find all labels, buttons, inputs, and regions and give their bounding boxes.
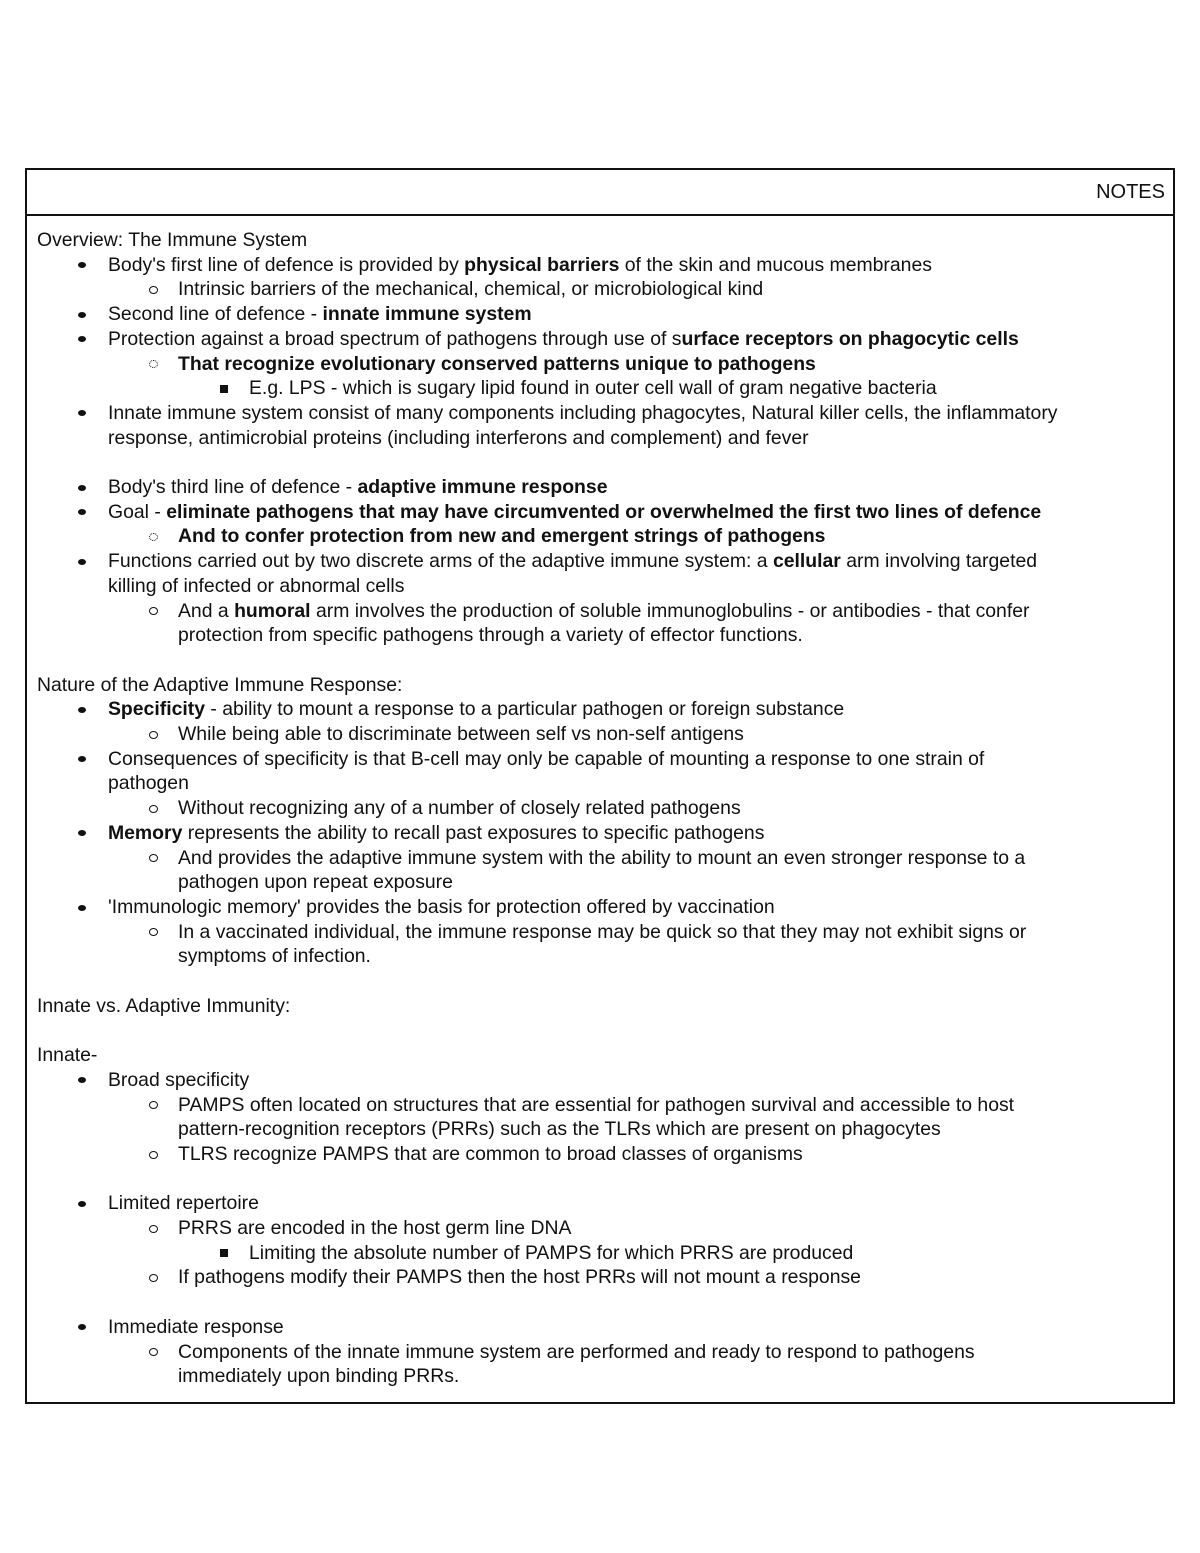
notes-content <box>27 216 1173 1389</box>
note-line <box>37 796 1173 821</box>
note-text: Body's first line of defence is provided by <box>108 253 465 276</box>
note-text: Goal - <box>108 500 167 523</box>
note-text: Innate- <box>37 1044 98 1067</box>
note-text: Without recognizing any of a number of closely related pathogens <box>178 797 741 820</box>
note-text: - ability to mount a response to a particular pathogen or foreign substance <box>205 698 845 721</box>
note-text: If pathogens modify their PAMPS then the host PRRs will not mount a response <box>178 1266 861 1289</box>
blank-line <box>37 450 1173 475</box>
bold-term: innate immune system <box>322 303 532 326</box>
bold-term: That recognize evolutionary conserved patterns unique to pathogens <box>178 352 816 375</box>
note-line <box>37 599 1173 624</box>
note-line <box>37 352 1173 377</box>
bullet-dot-icon <box>75 475 89 500</box>
bullet-dotted-ring-icon <box>146 352 160 377</box>
note-text: And a <box>178 599 235 622</box>
note-text: Protection against a broad spectrum of pathogens through use of s <box>108 327 682 350</box>
note-text: E.g. LPS - which is sugary lipid found in outer cell wall of gram negative bacteria <box>249 377 937 400</box>
note-line <box>37 1142 1173 1167</box>
bold-term: adaptive immune response <box>357 476 608 499</box>
bold-term: Specificity <box>108 698 205 721</box>
note-line <box>37 426 1173 451</box>
note-text: Components of the innate immune system are performed and ready to respond to pathogens <box>178 1340 975 1363</box>
note-text: arm involves the production of soluble immunoglobulins - or antibodies - that confer <box>310 599 1030 622</box>
note-text: PAMPS often located on structures that are essential for pathogen survival and accessible to host <box>178 1093 1015 1116</box>
note-line <box>37 376 1173 401</box>
bullet-dot-icon <box>75 401 89 426</box>
note-text: Broad specificity <box>108 1068 250 1091</box>
blank-line <box>37 1018 1173 1043</box>
bullet-ring-icon <box>146 920 160 945</box>
bullet-ring-icon <box>146 796 160 821</box>
note-line <box>37 1340 1173 1365</box>
blank-line <box>37 969 1173 994</box>
note-line <box>37 697 1173 722</box>
blank-line <box>37 1290 1173 1315</box>
notes-label: NOTES <box>1096 180 1165 203</box>
note-line <box>37 1117 1173 1142</box>
note-line <box>37 549 1173 574</box>
bullet-ring-icon <box>146 1265 160 1290</box>
note-line <box>37 747 1173 772</box>
note-line <box>37 302 1173 327</box>
note-text: pathogen <box>108 772 189 795</box>
note-line <box>37 277 1173 302</box>
bold-term: Memory <box>108 821 183 844</box>
bullet-square-icon <box>217 376 231 401</box>
notes-box <box>25 168 1175 1404</box>
note-line <box>37 870 1173 895</box>
note-text: protection from specific pathogens through a variety of effector functions. <box>178 624 803 647</box>
note-text: immediately upon binding PRRs. <box>178 1365 460 1388</box>
bullet-dot-icon <box>75 253 89 278</box>
bullet-dot-icon <box>75 1315 89 1340</box>
note-line <box>37 500 1173 525</box>
note-line <box>37 1315 1173 1340</box>
note-text: of the skin and mucous membranes <box>619 253 932 276</box>
note-text: Intrinsic barriers of the mechanical, chemical, or microbiological kind <box>178 278 764 301</box>
note-text: symptoms of infection. <box>178 945 371 968</box>
note-text: Limited repertoire <box>108 1192 259 1215</box>
bold-term: And to confer protection from new and emergent strings of pathogens <box>178 525 826 548</box>
note-text: Nature of the Adaptive Immune Response: <box>37 673 403 696</box>
note-text: PRRS are encoded in the host germ line DNA <box>178 1217 572 1240</box>
note-line <box>37 1364 1173 1389</box>
note-text: Innate vs. Adaptive Immunity: <box>37 994 291 1017</box>
note-text: Innate immune system consist of many components including phagocytes, Natural killer cells, the inflammatory <box>108 401 1058 424</box>
bullet-ring-icon <box>146 1093 160 1118</box>
note-text: While being able to discriminate between self vs non-self antigens <box>178 723 744 746</box>
blank-line <box>37 1167 1173 1192</box>
note-text: Second line of defence - <box>108 303 323 326</box>
note-line <box>37 327 1173 352</box>
note-line <box>37 944 1173 969</box>
note-line <box>37 253 1173 278</box>
bold-term: humoral <box>234 599 311 622</box>
note-text: In a vaccinated individual, the immune response may be quick so that they may not exhibit signs or <box>178 920 1027 943</box>
bullet-ring-icon <box>146 277 160 302</box>
section-heading <box>37 1043 1173 1068</box>
note-line <box>37 1216 1173 1241</box>
bullet-dot-icon <box>75 302 89 327</box>
note-line <box>37 722 1173 747</box>
bullet-dot-icon <box>75 327 89 352</box>
note-text: pattern-recognition receptors (PRRs) such as the TLRs which are present on phagocytes <box>178 1118 941 1141</box>
note-line <box>37 475 1173 500</box>
bullet-ring-icon <box>146 1142 160 1167</box>
note-text: pathogen upon repeat exposure <box>178 871 453 894</box>
note-line <box>37 623 1173 648</box>
note-line <box>37 1093 1173 1118</box>
note-line <box>37 1191 1173 1216</box>
note-line <box>37 1241 1173 1266</box>
note-line <box>37 895 1173 920</box>
bullet-dot-icon <box>75 1191 89 1216</box>
note-text: arm involving targeted <box>840 550 1038 573</box>
note-text: Body's third line of defence - <box>108 476 358 499</box>
note-text: Consequences of specificity is that B-cell may only be capable of mounting a response to one strain of <box>108 747 985 770</box>
bullet-dot-icon <box>75 697 89 722</box>
note-text: represents the ability to recall past exposures to specific pathogens <box>182 821 765 844</box>
bullet-dot-icon <box>75 747 89 772</box>
bullet-dot-icon <box>75 549 89 574</box>
section-heading <box>37 994 1173 1019</box>
note-line <box>37 1068 1173 1093</box>
bold-term: urface receptors on phagocytic cells <box>681 327 1019 350</box>
note-line <box>37 771 1173 796</box>
bullet-dotted-ring-icon <box>146 524 160 549</box>
notes-header <box>27 170 1173 216</box>
bullet-dot-icon <box>75 895 89 920</box>
note-text: Overview: The Immune System <box>37 229 308 251</box>
bullet-ring-icon <box>146 1340 160 1365</box>
bullet-ring-icon <box>146 1216 160 1241</box>
bold-term: cellular <box>772 550 841 573</box>
note-line <box>37 1265 1173 1290</box>
bullet-dot-icon <box>75 500 89 525</box>
note-text: 'Immunologic memory' provides the basis for protection offered by vaccination <box>108 895 775 918</box>
bold-term: physical barriers <box>464 253 620 276</box>
section-heading <box>37 228 1173 253</box>
note-text: Immediate response <box>108 1315 284 1338</box>
bullet-ring-icon <box>146 846 160 871</box>
note-text: Limiting the absolute number of PAMPS for which PRRS are produced <box>249 1241 854 1264</box>
note-text: Functions carried out by two discrete arms of the adaptive immune system: a <box>108 550 773 573</box>
blank-line <box>37 648 1173 673</box>
note-text: TLRS recognize PAMPS that are common to broad classes of organisms <box>178 1142 803 1165</box>
bullet-dot-icon <box>75 821 89 846</box>
bullet-square-icon <box>217 1241 231 1266</box>
bold-term: eliminate pathogens that may have circumvented or overwhelmed the first two lines of defence <box>166 500 1042 523</box>
bullet-ring-icon <box>146 599 160 624</box>
note-text: killing of infected or abnormal cells <box>108 574 405 597</box>
bullet-dot-icon <box>75 1068 89 1093</box>
note-line <box>37 821 1173 846</box>
note-text: And provides the adaptive immune system with the ability to mount an even stronger response to a <box>178 846 1026 869</box>
bullet-ring-icon <box>146 722 160 747</box>
note-line <box>37 920 1173 945</box>
note-line <box>37 401 1173 426</box>
note-text: response, antimicrobial proteins (including interferons and complement) and fever <box>108 426 809 449</box>
note-line <box>37 846 1173 871</box>
section-heading <box>37 673 1173 698</box>
note-line <box>37 524 1173 549</box>
note-line <box>37 574 1173 599</box>
